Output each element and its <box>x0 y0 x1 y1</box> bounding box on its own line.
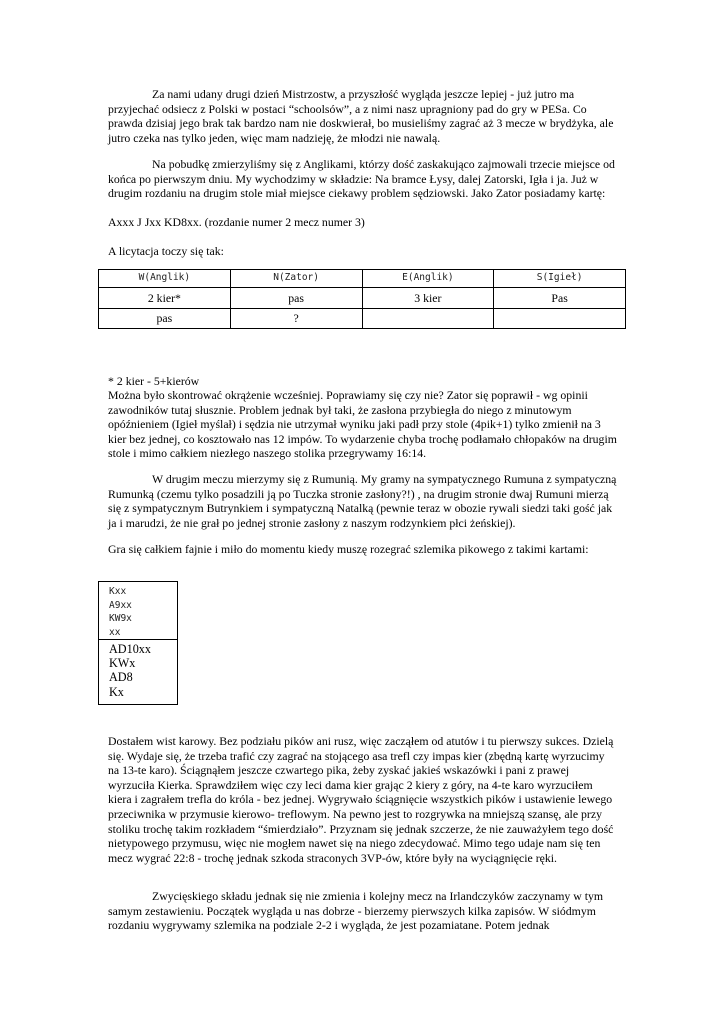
bidding-header-north: N(Zator) <box>230 270 362 288</box>
bidding-cell: ? <box>230 309 362 329</box>
bidding-header-south: S(Igieł) <box>494 270 626 288</box>
hand-suit-hearts: KWx <box>109 656 136 671</box>
bidding-cell <box>494 309 626 329</box>
hand-dummy <box>99 582 177 640</box>
hand-suit-spades: Kxx <box>109 586 127 597</box>
bidding-intro: A licytacja toczy się tak: <box>108 244 224 258</box>
bidding-row <box>99 288 626 309</box>
hand-suit-diamonds: AD8 <box>109 670 133 685</box>
bidding-cell: pas <box>99 309 231 329</box>
bidding-cell: 3 kier <box>362 288 494 309</box>
paragraph-intro: Za nami udany drugi dzień Mistrzostw, a przyszłość wygląda jeszcze lepiej - już jutro ma przyjechać odsiecz z Polski w postaci “schoolsów”, a z nimi nasz upragniony pad do gry w PESa. Co prawda dzisiaj jego brak tak bardzo nam nie doskwierał, bo musieliśmy zagrać aż 3 mecze w brydżyka, ale jutro czeka nas tylko jeden, więc mam nadzieję, że młodzi nie nawalą. <box>108 87 614 145</box>
paragraph-szlemik-intro: Gra się całkiem fajnie i miło do momentu kiedy muszę rozegrać szlemika pikowego z takimi kartami: <box>108 542 589 556</box>
bidding-header-east: E(Anglik) <box>362 270 494 288</box>
bidding-cell: pas <box>230 288 362 309</box>
hand-suit-clubs: xx <box>109 626 121 638</box>
paragraph-anglicy: Na pobudkę zmierzyliśmy się z Anglikami, którzy dość zaskakująco zajmowali trzecie miejsce od końca po pierwszym dniu. My wychodzimy w składzie: Na bramce Łysy, dalej Zatorski, Igła i ja. Już w drugim rozdaniu na drugim stole miał miejsce ciekawy problem sędziowski. Jako Zator posiadamy kartę: <box>108 157 615 201</box>
hand-suit-clubs: Kx <box>109 684 124 699</box>
bidding-header-row <box>99 270 626 288</box>
hand-suit-spades: AD10xx <box>109 642 151 656</box>
bidding-row <box>99 309 626 329</box>
paragraph-sedzia: Można było skontrować okrążenie wcześniej. Poprawiamy się czy nie? Zator się poprawił - wg opinii zawodników tutaj słusznie. Problem jednak był taki, że zasłona przybiegła do niego z minutowym opóźnieniem (Igieł myślał) i sędzia nie utrzymał wyniku jaki padł przy stole (4pik+1) tylko zmienił na 3 kier bez jednej, co kosztowało nas 12 impów. To wydarzenie chyba trochę podłamało chłopaków na drugim stole i mimo całkiem niezłego naszego stolika przegrywamy 16:14. <box>108 388 617 461</box>
hand-suit-hearts: A9xx <box>109 599 132 611</box>
paragraph-irlandia: Zwycięskiego składu jednak się nie zmienia i kolejny mecz na Irlandczyków zaczynamy w tym samym zestawieniu. Początek wygląda u nas dobrze - bierzemy pierwszych kilka zapisów. W siódmym rozdaniu wygrywamy szlemika na podziale 2-2 i wygląda, że jest pozamiatane. Potem jednak <box>108 889 604 933</box>
bidding-footnote: * 2 kier - 5+kierów <box>108 374 200 388</box>
bidding-cell <box>362 309 494 329</box>
hand-diagram <box>98 581 178 705</box>
bidding-header-west: W(Anglik) <box>99 270 231 288</box>
hand-suit-diamonds: KW9x <box>109 613 132 625</box>
bidding-cell: Pas <box>494 288 626 309</box>
paragraph-rumunia: W drugim meczu mierzymy się z Rumunią. My gramy na sympatycznego Rumuna z sympatyczną Rumunką (czemu tylko posadzili ją po Tuczka stronie zasłony?!) , na drugim stronie dwaj Rumuni mierzą się z sympatycznym Butrynkiem i sympatyczną Natalką (pewnie teraz w obozie rywali siedzi taki gość jak ja i marudzi, że nie grał po jednej stronie zasłony z naszym rodzynkiem płci żeńskiej). <box>108 472 617 530</box>
bidding-cell: 2 kier* <box>99 288 231 309</box>
hand-declarer <box>99 640 177 699</box>
hand-line: Axxx J Jxx KD8xx. (rozdanie numer 2 mecz numer 3) <box>108 215 365 229</box>
paragraph-rozgrywka: Dostałem wist karowy. Bez podziału pików ani rusz, więc zacząłem od atutów i tu pierwszy sukces. Dzielą się. Wydaje się, że trzeba trafić czy zagrać na stojącego asa trefl czy impas kier (zbędną kartę wyrzucimy na 13-te karo). Ściągnąłem jeszcze czwartego pika, żeby zyskać jakieś wskazówki i pani z prawej wyrzuciła Kierka. Sprawdziłem więc czy leci dama kier grając 2 kiery z góry, na 4-te karo wyrzuciłem kiera i zagrałem trefla do króla - bez jednej. Wygrywało ściągnięcie wszystkich pików i ustawienie lewego przeciwnika w przymusie kierowo- treflowym. Na pewno jest to rozgrywka na mniejszą szansę, ale przy stoliku trochę takim rozkładem “śmierdziało”. Przyznam się jednak szczerze, że nie zauważyłem tego dość nietypowego przymusu, więc nie mogłem nawet się na niego zdecydować. Mimo tego udaje nam się ten mecz wygrać 22:8 - trochę jednak szkoda straconych 3VP-ów, które były na wyciągnięcie ręki. <box>108 734 614 865</box>
bidding-table <box>98 269 626 329</box>
